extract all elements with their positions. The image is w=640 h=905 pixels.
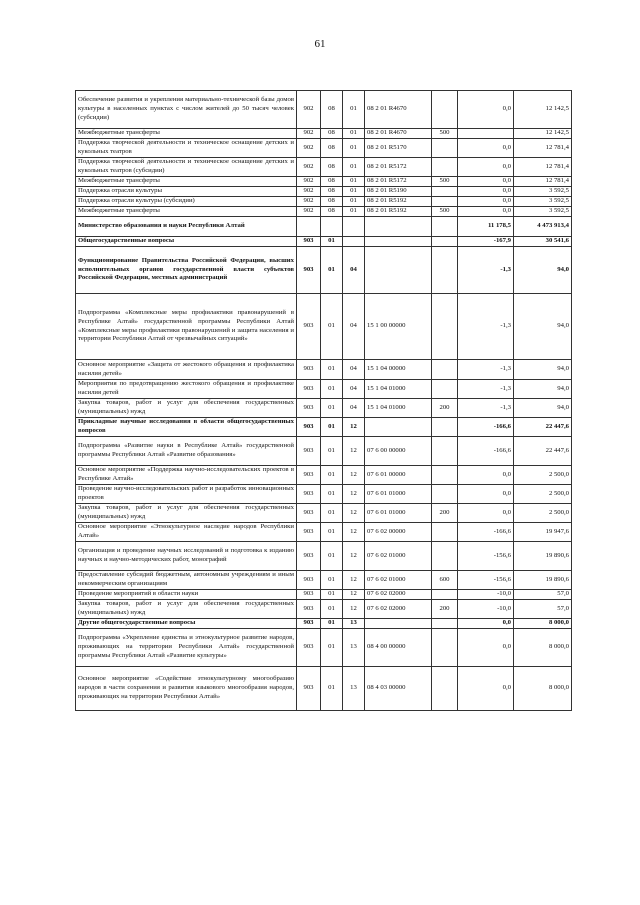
row-name-cell: Подпрограмма «Укрепление единства и этнокультурное развитие народов, проживающих на территории Республики Алтай» государственной программы Республики Алтай «Развитие культуры» [76,629,297,667]
table-row [76,294,572,360]
row-name-cell: Предоставление субсидий бюджетным, автономным учреждениям и иным некоммерческим организациям [76,571,297,590]
subsection-code-cell [343,237,365,247]
table-row [76,619,572,629]
table-row [76,571,572,590]
subsection-code-cell: 12 [343,485,365,504]
expense-type-code-cell: 500 [432,129,458,139]
target-code-cell: 07 6 00 00000 [365,437,432,466]
section-code-cell: 01 [321,590,343,600]
table-row [76,667,572,711]
table-row [76,629,572,667]
expense-type-code-cell [432,91,458,129]
row-name-cell: Прикладные научные исследования в области общегосударственных вопросов [76,418,297,437]
row-name-cell: Проведение научно-исследовательских работ и разработок инновационных проектов [76,485,297,504]
table-row [76,129,572,139]
expense-type-code-cell [432,217,458,237]
target-code-cell: 07 6 02 01000 [365,542,432,571]
section-code-cell: 01 [321,629,343,667]
table-row [76,504,572,523]
subsection-code-cell: 12 [343,542,365,571]
expense-type-code-cell [432,418,458,437]
ministry-code-cell: 903 [297,504,321,523]
expense-type-code-cell: 200 [432,399,458,418]
subsection-code-cell: 04 [343,247,365,294]
subsection-code-cell: 12 [343,437,365,466]
table-row [76,466,572,485]
expense-type-code-cell [432,437,458,466]
amount-total-cell: 12 142,5 [514,91,572,129]
target-code-cell: 08 2 01 R5192 [365,197,432,207]
row-name-cell: Подпрограмма «Развитие науки в Республике Алтай» государственной программы Республики Алтай «Развитие образования» [76,437,297,466]
target-code-cell: 07 6 02 02000 [365,600,432,619]
row-name-cell: Функционирование Правительства Российской Федерации, высших исполнительных органов государственной власти субъектов Российской Федерации, местных администраций [76,247,297,294]
section-code-cell: 01 [321,294,343,360]
section-code-cell: 08 [321,158,343,177]
row-name-cell: Общегосударственные вопросы [76,237,297,247]
amount-total-cell: 3 592,5 [514,207,572,217]
section-code-cell: 01 [321,619,343,629]
row-name-cell: Закупка товаров, работ и услуг для обеспечения государственных (муниципальных) нужд [76,399,297,418]
amount-change-cell: -1,3 [458,399,514,418]
row-name-cell: Основное мероприятие «Защита от жестокого обращения и профилактика насилия детей» [76,360,297,380]
ministry-code-cell: 902 [297,139,321,158]
section-code-cell: 01 [321,542,343,571]
section-code-cell: 01 [321,437,343,466]
subsection-code-cell: 01 [343,187,365,197]
section-code-cell: 01 [321,360,343,380]
row-name-cell: Министерство образования и науки Республики Алтай [76,217,297,237]
table-row [76,158,572,177]
table-row [76,187,572,197]
target-code-cell: 07 6 02 01000 [365,571,432,590]
subsection-code-cell: 12 [343,571,365,590]
target-code-cell [365,418,432,437]
table-row [76,237,572,247]
target-code-cell: 15 1 04 01000 [365,399,432,418]
section-code-cell: 08 [321,91,343,129]
subsection-code-cell: 01 [343,197,365,207]
target-code-cell: 08 2 01 R4670 [365,91,432,129]
page-number: 61 [314,38,326,50]
amount-change-cell: -156,6 [458,542,514,571]
expense-type-code-cell [432,667,458,711]
section-code-cell: 01 [321,380,343,399]
target-code-cell [365,247,432,294]
section-code-cell: 01 [321,399,343,418]
table-row [76,437,572,466]
ministry-code-cell: 903 [297,247,321,294]
expense-type-code-cell [432,619,458,629]
expense-type-code-cell: 500 [432,177,458,187]
ministry-code-cell: 903 [297,485,321,504]
expense-type-code-cell [432,360,458,380]
amount-change-cell: -156,6 [458,571,514,590]
amount-change-cell: 0,0 [458,466,514,485]
amount-total-cell: 57,0 [514,600,572,619]
amount-total-cell: 94,0 [514,399,572,418]
table-row [76,247,572,294]
ministry-code-cell: 903 [297,600,321,619]
section-code-cell: 01 [321,485,343,504]
amount-total-cell: 94,0 [514,247,572,294]
expense-type-code-cell [432,380,458,399]
row-name-cell: Организация и проведение научных исследований и подготовка к изданию научных и научно-методических работ, монографий [76,542,297,571]
ministry-code-cell: 903 [297,294,321,360]
table-row [76,485,572,504]
ministry-code-cell: 903 [297,437,321,466]
ministry-code-cell: 902 [297,129,321,139]
section-code-cell: 01 [321,237,343,247]
subsection-code-cell: 12 [343,590,365,600]
table-body [76,91,572,711]
target-code-cell: 08 4 00 00000 [365,629,432,667]
amount-total-cell: 12 781,4 [514,139,572,158]
subsection-code-cell: 01 [343,139,365,158]
expense-type-code-cell: 500 [432,207,458,217]
amount-total-cell: 94,0 [514,380,572,399]
target-code-cell: 15 1 04 01000 [365,380,432,399]
ministry-code-cell: 903 [297,590,321,600]
amount-change-cell: 0,0 [458,187,514,197]
target-code-cell: 08 4 03 00000 [365,667,432,711]
expense-type-code-cell [432,523,458,542]
ministry-code-cell: 902 [297,197,321,207]
subsection-code-cell: 13 [343,619,365,629]
expense-type-code-cell: 200 [432,504,458,523]
amount-total-cell: 94,0 [514,294,572,360]
section-code-cell: 01 [321,466,343,485]
ministry-code-cell: 903 [297,399,321,418]
amount-change-cell: 0,0 [458,504,514,523]
amount-total-cell: 3 592,5 [514,187,572,197]
table-row [76,590,572,600]
amount-change-cell: -10,0 [458,590,514,600]
expense-type-code-cell [432,139,458,158]
table-row [76,399,572,418]
amount-change-cell: -1,3 [458,360,514,380]
row-name-cell: Основное мероприятие «Поддержка научно-исследовательских проектов в Республике Алтай» [76,466,297,485]
ministry-code-cell: 902 [297,91,321,129]
subsection-code-cell: 04 [343,360,365,380]
section-code-cell: 01 [321,418,343,437]
section-code-cell: 01 [321,247,343,294]
ministry-code-cell: 903 [297,466,321,485]
target-code-cell: 07 6 01 01000 [365,485,432,504]
expense-type-code-cell [432,158,458,177]
table-row [76,542,572,571]
ministry-code-cell: 903 [297,380,321,399]
row-name-cell: Мероприятия по предотвращению жестокого обращения и профилактике насилия детей [76,380,297,399]
amount-total-cell: 4 473 913,4 [514,217,572,237]
expense-type-code-cell [432,187,458,197]
row-name-cell: Поддержка творческой деятельности и техническое оснащение детских и кукольных театров (субсидии) [76,158,297,177]
section-code-cell: 08 [321,197,343,207]
target-code-cell: 08 2 01 R5192 [365,207,432,217]
row-name-cell: Подпрограмма «Комплексные меры профилактики правонарушений в Республике Алтай» государственной программы Республики Алтай «Комплексные меры профилактики правонарушений и защита населения и территории Республики Алтай от чрезвычайных ситуаций» [76,294,297,360]
row-name-cell: Межбюджетные трансферты [76,207,297,217]
target-code-cell: 08 2 01 R4670 [365,129,432,139]
amount-change-cell: 0,0 [458,91,514,129]
subsection-code-cell: 01 [343,207,365,217]
expense-type-code-cell [432,485,458,504]
amount-total-cell: 2 500,0 [514,485,572,504]
table-row [76,139,572,158]
ministry-code-cell: 903 [297,542,321,571]
target-code-cell: 08 2 01 R5190 [365,187,432,197]
section-code-cell: 01 [321,523,343,542]
amount-change-cell: 0,0 [458,177,514,187]
table-row [76,418,572,437]
amount-change-cell: 0,0 [458,197,514,207]
expense-type-code-cell [432,247,458,294]
amount-change-cell: -1,3 [458,247,514,294]
subsection-code-cell: 13 [343,629,365,667]
row-name-cell: Другие общегосударственные вопросы [76,619,297,629]
table-row [76,207,572,217]
subsection-code-cell: 01 [343,129,365,139]
amount-change-cell [458,129,514,139]
row-name-cell: Проведение мероприятий в области науки [76,590,297,600]
expense-type-code-cell [432,542,458,571]
amount-total-cell: 2 500,0 [514,466,572,485]
expense-type-code-cell [432,197,458,207]
amount-total-cell: 12 781,4 [514,177,572,187]
subsection-code-cell [343,217,365,237]
table-row [76,360,572,380]
subsection-code-cell: 12 [343,600,365,619]
amount-total-cell: 8 000,0 [514,619,572,629]
ministry-code-cell: 902 [297,207,321,217]
amount-change-cell: -166,6 [458,437,514,466]
table-row [76,217,572,237]
row-name-cell: Закупка товаров, работ и услуг для обеспечения государственных (муниципальных) нужд [76,504,297,523]
section-code-cell: 01 [321,504,343,523]
subsection-code-cell: 12 [343,504,365,523]
subsection-code-cell: 12 [343,418,365,437]
amount-change-cell: 0,0 [458,207,514,217]
amount-total-cell: 12 781,4 [514,158,572,177]
ministry-code-cell: 902 [297,158,321,177]
table-row [76,197,572,207]
subsection-code-cell: 01 [343,91,365,129]
section-code-cell: 08 [321,177,343,187]
amount-total-cell: 19 890,6 [514,571,572,590]
amount-total-cell: 57,0 [514,590,572,600]
target-code-cell: 08 2 01 R5172 [365,158,432,177]
amount-total-cell: 19 947,6 [514,523,572,542]
ministry-code-cell: 902 [297,177,321,187]
subsection-code-cell: 04 [343,294,365,360]
table-row [76,523,572,542]
expense-type-code-cell: 600 [432,571,458,590]
amount-total-cell: 94,0 [514,360,572,380]
amount-change-cell: -166,6 [458,523,514,542]
row-name-cell: Межбюджетные трансферты [76,129,297,139]
subsection-code-cell: 04 [343,380,365,399]
ministry-code-cell: 903 [297,418,321,437]
section-code-cell: 01 [321,667,343,711]
row-name-cell: Межбюджетные трансферты [76,177,297,187]
expense-type-code-cell [432,629,458,667]
subsection-code-cell: 12 [343,466,365,485]
target-code-cell: 07 6 02 02000 [365,590,432,600]
expense-type-code-cell [432,294,458,360]
target-code-cell: 07 6 01 00000 [365,466,432,485]
budget-table [75,90,572,711]
target-code-cell: 15 1 04 00000 [365,360,432,380]
table-row [76,91,572,129]
ministry-code-cell [297,217,321,237]
section-code-cell: 01 [321,600,343,619]
amount-change-cell: 11 178,5 [458,217,514,237]
section-code-cell [321,217,343,237]
table-row [76,177,572,187]
target-code-cell [365,237,432,247]
amount-change-cell: 0,0 [458,619,514,629]
amount-change-cell: 0,0 [458,485,514,504]
expense-type-code-cell [432,466,458,485]
target-code-cell: 07 6 02 00000 [365,523,432,542]
ministry-code-cell: 903 [297,237,321,247]
row-name-cell: Обеспечение развития и укрепления материально-технической базы домов культуры в населенных пунктах с числом жителей до 50 тысяч человек (субсидии) [76,91,297,129]
section-code-cell: 08 [321,187,343,197]
table-row [76,380,572,399]
subsection-code-cell: 12 [343,523,365,542]
row-name-cell: Закупка товаров, работ и услуг для обеспечения государственных (муниципальных) нужд [76,600,297,619]
amount-change-cell: -10,0 [458,600,514,619]
target-code-cell: 08 2 01 R5172 [365,177,432,187]
row-name-cell: Основное мероприятие «Этнокультурное наследие народов Республики Алтай» [76,523,297,542]
row-name-cell: Поддержка творческой деятельности и техническое оснащение детских и кукольных театров [76,139,297,158]
amount-total-cell: 8 000,0 [514,667,572,711]
table-row [76,600,572,619]
ministry-code-cell: 903 [297,667,321,711]
amount-change-cell: 0,0 [458,629,514,667]
expense-type-code-cell: 200 [432,600,458,619]
amount-change-cell: -1,3 [458,294,514,360]
section-code-cell: 08 [321,129,343,139]
amount-total-cell: 8 000,0 [514,629,572,667]
amount-change-cell: 0,0 [458,158,514,177]
amount-change-cell: -1,3 [458,380,514,399]
section-code-cell: 01 [321,571,343,590]
ministry-code-cell: 903 [297,571,321,590]
subsection-code-cell: 01 [343,177,365,187]
section-code-cell: 08 [321,207,343,217]
ministry-code-cell: 903 [297,360,321,380]
expense-type-code-cell [432,237,458,247]
ministry-code-cell: 903 [297,629,321,667]
target-code-cell [365,217,432,237]
row-name-cell: Основное мероприятие «Содействие этнокультурному многообразию народов в части сохранения и развития языкового многообразия народов, проживающих на территории Республики Алтай» [76,667,297,711]
amount-total-cell: 22 447,6 [514,418,572,437]
section-code-cell: 08 [321,139,343,158]
expense-type-code-cell [432,590,458,600]
amount-total-cell: 22 447,6 [514,437,572,466]
row-name-cell: Поддержка отрасли культуры (субсидии) [76,197,297,207]
ministry-code-cell: 902 [297,187,321,197]
target-code-cell: 07 6 01 01000 [365,504,432,523]
row-name-cell: Поддержка отрасли культуры [76,187,297,197]
amount-change-cell: -167,9 [458,237,514,247]
target-code-cell [365,619,432,629]
amount-total-cell: 2 500,0 [514,504,572,523]
amount-change-cell: -166,6 [458,418,514,437]
ministry-code-cell: 903 [297,523,321,542]
amount-change-cell: 0,0 [458,667,514,711]
target-code-cell: 08 2 01 R5170 [365,139,432,158]
subsection-code-cell: 01 [343,158,365,177]
amount-total-cell: 12 142,5 [514,129,572,139]
ministry-code-cell: 903 [297,619,321,629]
amount-total-cell: 30 541,6 [514,237,572,247]
amount-total-cell: 3 592,5 [514,197,572,207]
amount-change-cell: 0,0 [458,139,514,158]
subsection-code-cell: 13 [343,667,365,711]
subsection-code-cell: 04 [343,399,365,418]
target-code-cell: 15 1 00 00000 [365,294,432,360]
amount-total-cell: 19 890,6 [514,542,572,571]
